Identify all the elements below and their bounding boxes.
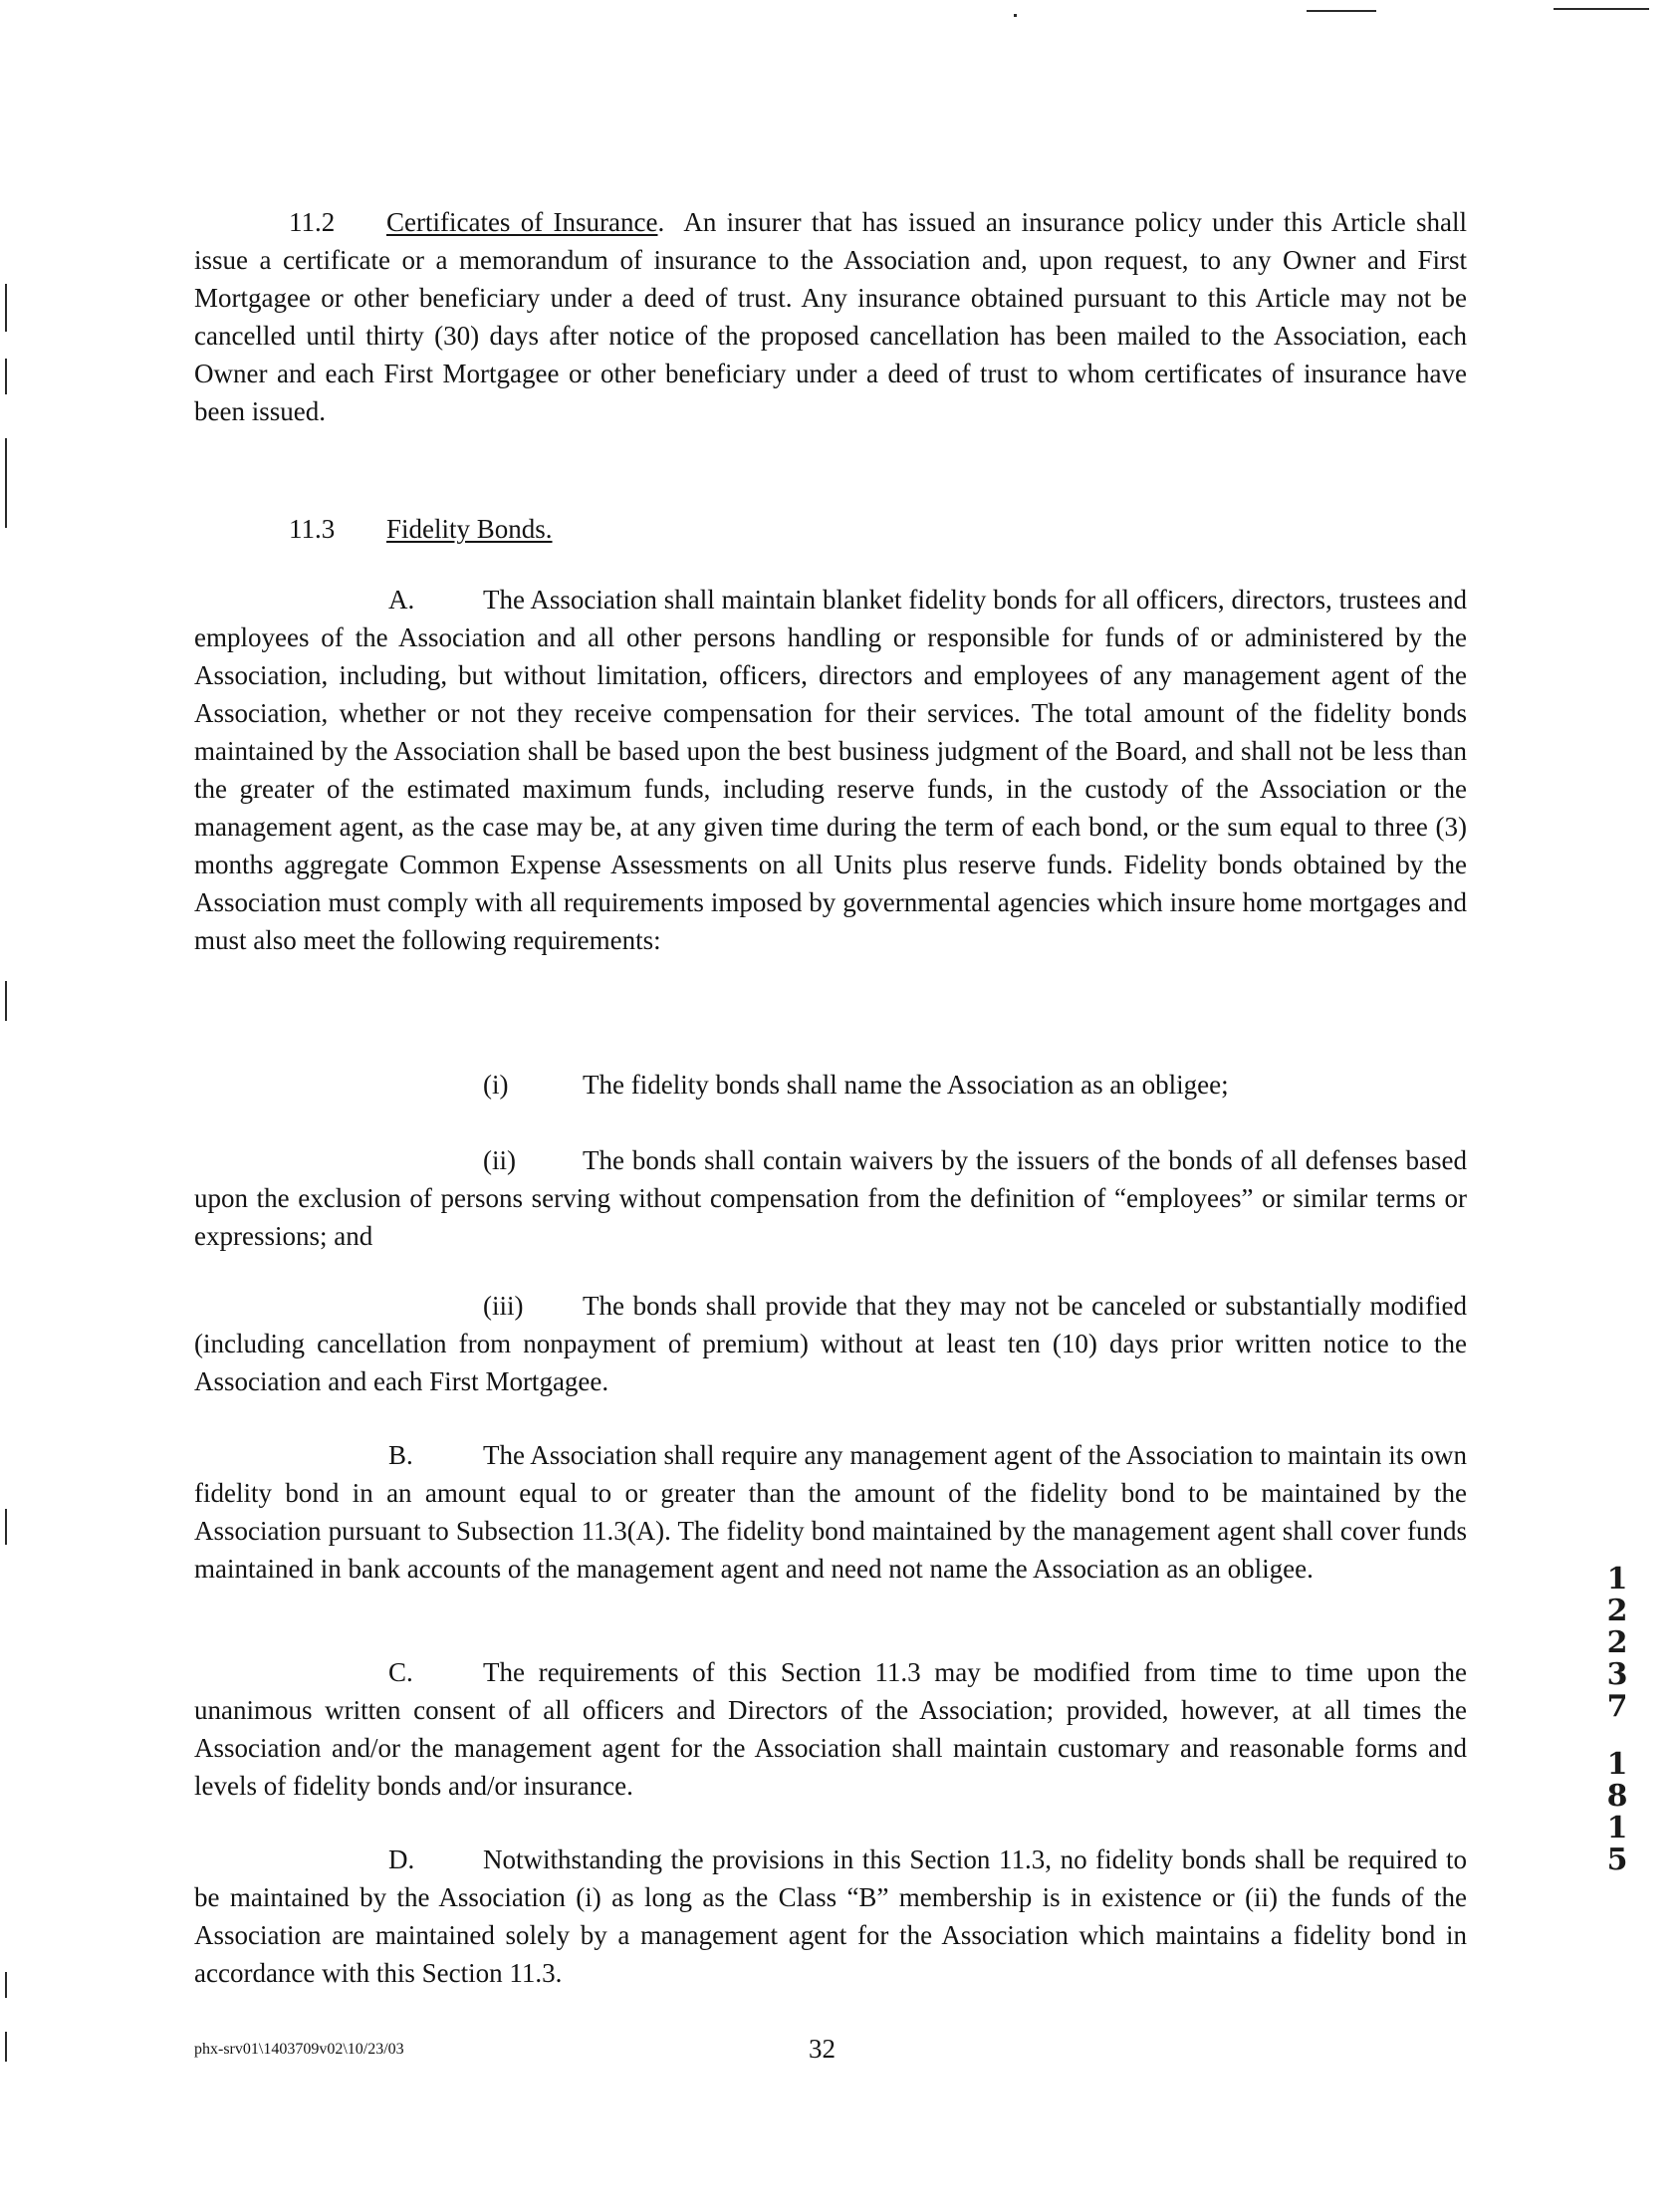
list-item-iii-text: The bonds shall provide that they may not be canceled or substantially modified (including cancellation from nonpayment of premium) without at least ten (10) days prior written notice to the Association and each First Mortgagee. [194,1291,1467,1396]
stamp-digit: 7 [1606,1689,1628,1724]
stamp-digit: 5 [1606,1843,1628,1877]
section-11-2-paragraph: 11.2 Certificates of Insurance. An insurer that has issued an insurance policy under this Article shall issue a certificate or a memorandum of insurance to the Association and, upon request, to any Owner and First Mortgagee or other beneficiary under a deed of trust. Any insurance obtained pursuant to this Article may not be cancelled until thirty (30) days after notice of the proposed cancellation has been mailed to the Association, each Owner and each First Mortgagee or other beneficiary under a deed of trust to whom certificates of insurance have been issued. [194,203,1467,430]
scan-mark-left-2 [5,359,7,394]
stamp-digit: 2 [1606,1625,1628,1660]
stamp-digit: 1 [1606,1562,1628,1597]
stamp-gap [1595,1723,1639,1749]
scan-mark-left-6 [5,1972,7,1998]
list-item-i-label: (i) [483,1070,509,1100]
recording-stamp [1595,1564,1639,1876]
paragraph-d-label: D. [388,1844,415,1874]
scan-mark-top-2 [1554,8,1649,10]
list-item-i-text: The fidelity bonds shall name the Association as an obligee; [583,1070,1229,1100]
section-11-2-title: Certificates of Insurance [386,207,658,237]
section-11-3-paragraph-c [194,1653,1467,1805]
section-11-2-number: 11.2 [289,207,336,237]
paragraph-b-text: The Association shall require any management agent of the Association to maintain its own fidelity bond in an amount equal to or greater than the amount of the fidelity bond to be maintained by the Association pursuant to Subsection 11.3(A). The fidelity bond maintained by the management agent shall cover funds maintained in bank accounts of the management agent and need not name the Association as an obligee. [194,1440,1467,1584]
scan-mark-top-dot [1014,14,1017,17]
stamp-digit: 1 [1606,1747,1628,1782]
section-11-3-heading [289,510,553,548]
stamp-digit: 1 [1606,1811,1628,1845]
paragraph-b-label: B. [388,1440,413,1470]
section-11-3-number: 11.3 [289,514,336,544]
scan-mark-left-3 [5,438,7,528]
section-11-3-paragraph-b [194,1436,1467,1588]
scan-mark-top-1 [1307,10,1376,12]
stamp-digit: 2 [1606,1594,1628,1628]
section-11-3-paragraph-a [194,581,1467,959]
section-11-3-paragraph-d [194,1841,1467,1992]
list-item-i [483,1066,1229,1104]
footer-document-id: phx-srv01\1403709v02\10/23/03 [194,2041,404,2058]
list-item-iii-label: (iii) [483,1291,524,1321]
paragraph-a-text: The Association shall maintain blanket fidelity bonds for all officers, directors, trustees and employees of the Association and all other persons handling or responsible for funds of or administered by the Association, including, but without limitation, officers, directors and employees of any management agent of the Association, whether or not they receive compensation for their services. The total amount of the fidelity bonds maintained by the Association shall be based upon the best business judgment of the Board, and shall not be less than the greater of the estimated maximum funds, including reserve funds, in the custody of the Association or the management agent, as the case may be, at any given time during the term of each bond, or the sum equal to three (3) months aggregate Common Expense Assessments on all Units plus reserve funds. Fidelity bonds obtained by the Association must comply with all requirements imposed by governmental agencies which insure home mortgages and must also meet the following requirements: [194,585,1467,955]
stamp-digit: 3 [1606,1657,1628,1692]
footer-page-number: 32 [809,2034,836,2064]
paragraph-c-label: C. [388,1657,413,1687]
section-11-3-title: Fidelity Bonds. [386,514,553,544]
stamp-digit: 8 [1606,1779,1628,1814]
paragraph-c-text: The requirements of this Section 11.3 may be modified from time to time upon the unanimous written consent of all officers and Directors of the Association; provided, however, at all times the Association and/or the management agent for the Association shall maintain customary and reasonable forms and levels of fidelity bonds and/or insurance. [194,1657,1467,1801]
scan-mark-left-5 [5,1509,7,1545]
scan-mark-left-4 [5,981,7,1021]
list-item-ii-label: (ii) [483,1145,516,1175]
list-item-ii [194,1141,1467,1255]
paragraph-d-text: Notwithstanding the provisions in this Section 11.3, no fidelity bonds shall be required to be maintained by the Association (i) as long as the Class “B” membership is in existence or (ii) the funds of the Association are maintained solely by a management agent for the Association which maintains a fidelity bond in accordance with this Section 11.3. [194,1844,1467,1988]
list-item-iii [194,1287,1467,1400]
list-item-ii-text: The bonds shall contain waivers by the issuers of the bonds of all defenses based upon the exclusion of persons serving without compensation from the definition of “employees” or similar terms or expressions; and [194,1145,1467,1251]
paragraph-a-label: A. [388,585,415,614]
section-11-2-body: An insurer that has issued an insurance policy under this Article shall issue a certificate or a memorandum of insurance to the Association and, upon request, to any Owner and First Mortgagee or other beneficiary under a deed of trust. Any insurance obtained pursuant to this Article may not be cancelled until thirty (30) days after notice of the proposed cancellation has been mailed to the Association, each Owner and each First Mortgagee or other beneficiary under a deed of trust to whom certificates of insurance have been issued. [194,207,1468,426]
scan-mark-left-1 [5,284,7,332]
scan-mark-left-7 [5,2032,7,2062]
